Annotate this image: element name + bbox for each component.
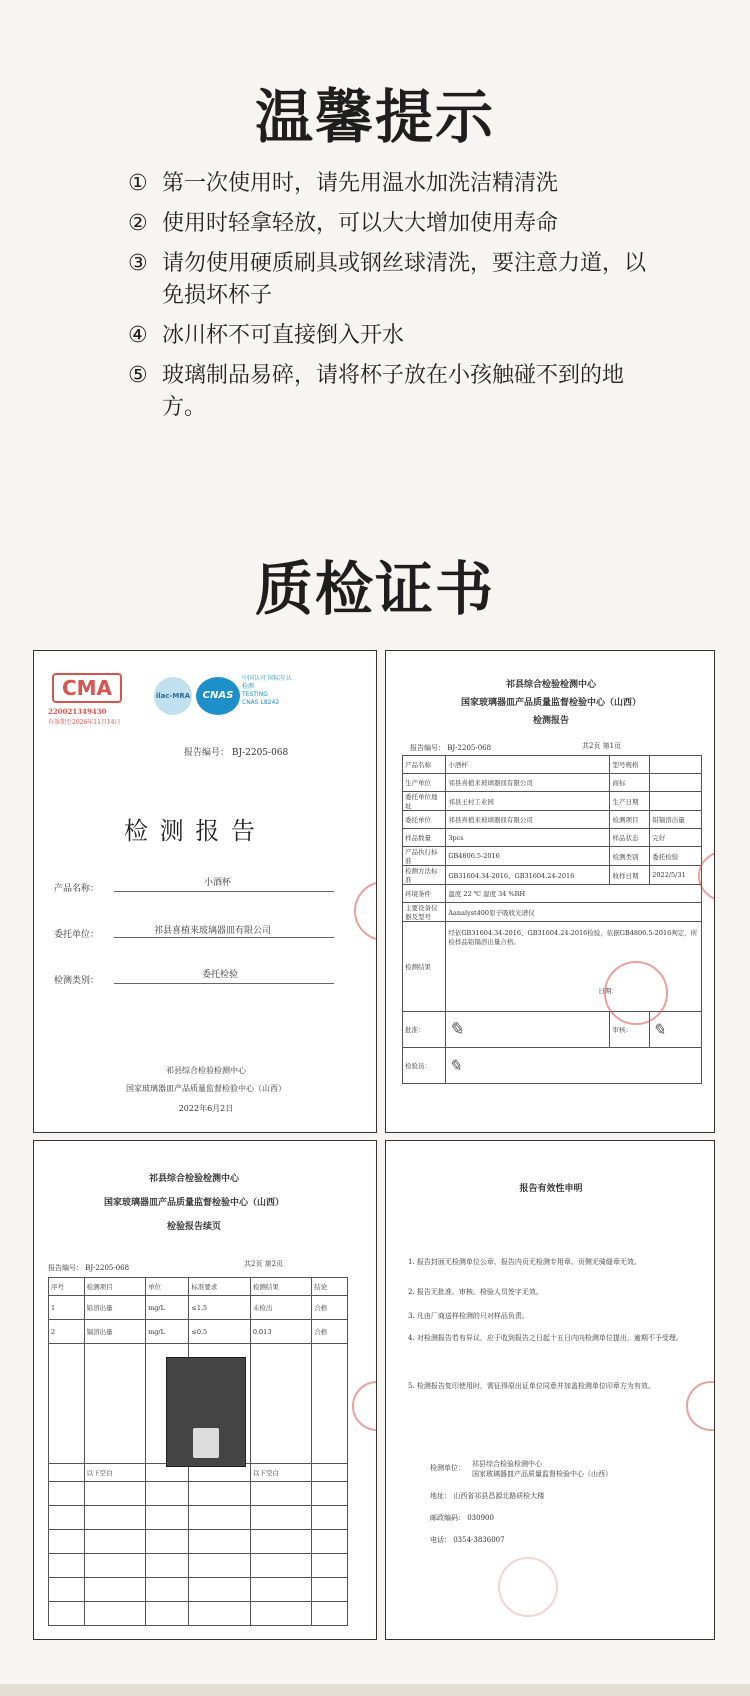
edge-seal-stamp xyxy=(352,1381,377,1431)
sample-photo xyxy=(166,1357,246,1467)
table-row xyxy=(49,1554,348,1578)
table-row: 产品名称 小酒杯 型号规格 xyxy=(403,756,702,774)
test-report-page xyxy=(385,650,715,1133)
cnas-caption: 中国认可 国际互认 检测 TESTING CNAS L8242 xyxy=(242,675,292,706)
table-row: 以下空白 以下空白 xyxy=(49,1464,348,1482)
cnas-logo: CNAS xyxy=(196,677,240,715)
product-value: 小酒杯 xyxy=(204,878,232,888)
validity-item: 5. 检测报告复印使用时，需征得原出证单位同意并加盖检测单位印章方为有效。 xyxy=(408,1382,655,1390)
client-label: 委托单位： xyxy=(54,930,100,940)
table-row xyxy=(49,1506,348,1530)
table-row: 主要设备仪器及型号 Aanalyst400原子吸收光谱仪 xyxy=(403,903,702,922)
org-name-1: 祁县综合检验检测中心 xyxy=(148,1174,239,1184)
unit-label: 检测单位： xyxy=(430,1464,465,1472)
approver-signature: ✎ xyxy=(446,1012,610,1048)
cma-logo: CMA xyxy=(52,673,122,703)
cert-heading: 质检证书 xyxy=(254,555,495,623)
table-row: 检测结果 经依GB31604.34-2016、GB31604.24-2016检验，依据GB4806.5-2016判定，所检样品铅镉溶出量合格。 日期： xyxy=(403,922,702,1012)
table-row: 产品执行标准 GB4806.5-2016 检测类别 委托检验 xyxy=(403,847,702,866)
tip-item: ④ 冰川杯不可直接倒入开水 xyxy=(128,323,405,348)
report-title: 检验报告续页 xyxy=(166,1222,221,1232)
table-row: 生产单位 祁县喜植来玻璃器皿有限公司 商标 xyxy=(403,774,702,792)
table-row: 检测方法标准 GB31604.34-2016、GB31604.24-2016 收样日期 2022/5/31 xyxy=(403,866,702,885)
tip-item: ③ 请勿使用硬质刷具或钢丝球清洗，要注意力道，以免损坏杯子 xyxy=(128,251,647,308)
report-title: 检测报告 xyxy=(532,716,569,726)
inspector-signature: ✎ xyxy=(446,1048,702,1084)
tip-item: ① 第一次使用时，请先用温水加洗洁精清洗 xyxy=(128,171,559,196)
report-cover-page xyxy=(33,650,377,1133)
validity-item: 4. 对检测报告若有异议，应于收到报告之日起十五日内向检测单位提出，逾期不予受理。 xyxy=(408,1334,683,1342)
reviewer-signature: ✎ xyxy=(650,1012,702,1048)
report-continuation-page xyxy=(33,1140,377,1640)
tip-item: ⑤ 玻璃制品易碎，请将杯子放在小孩触碰不到的地方。 xyxy=(128,363,625,420)
page-indicator: 共2页 第1页 xyxy=(582,742,622,750)
table-header-row: 序号 检测项目 单位 标准要求 检测结果 结论 xyxy=(49,1278,348,1296)
validity-title: 报告有效性申明 xyxy=(519,1184,583,1194)
table-row xyxy=(49,1482,348,1506)
edge-seal-stamp xyxy=(354,881,377,941)
type-underline xyxy=(114,983,334,984)
ilac-logo: ilac-MRA xyxy=(154,677,192,715)
address: 地址： 山西省祁县昌源北路质检大楼 xyxy=(430,1492,545,1500)
product-label: 产品名称： xyxy=(54,884,100,894)
org-name-1: 祁县综合检验检测中心 xyxy=(505,680,596,690)
table-row xyxy=(49,1602,348,1626)
client-value: 祁县喜植来玻璃器皿有限公司 xyxy=(154,926,272,936)
org-name-2: 国家玻璃器皿产品质量监督检验中心（山西） xyxy=(460,698,641,708)
org-name-2: 国家玻璃器皿产品质量监督检验中心（山西） xyxy=(103,1198,284,1208)
report-number: 报告编号： BJ-2205-068 xyxy=(410,744,492,752)
type-label: 检测类别： xyxy=(54,976,100,986)
report-title: 检 测 报 告 xyxy=(124,817,257,845)
bottom-band xyxy=(0,1684,750,1696)
validity-item: 1. 报告封面无检测单位公章、报告内页无检测专用章、页侧无骑缝章无效。 xyxy=(408,1258,641,1266)
table-row: 环境条件 温度 22 ℃ 湿度 34 %RH xyxy=(403,885,702,903)
table-row: 委托单位地址 祁县王村工业园 生产日期 xyxy=(403,792,702,811)
validity-item: 2. 报告无批准、审核、检验人员签字无效。 xyxy=(408,1288,543,1296)
tips-heading: 温馨提示 xyxy=(254,83,495,151)
table-row xyxy=(49,1578,348,1602)
page-indicator: 共2页 第2页 xyxy=(244,1260,284,1268)
org-name-2: 国家玻璃器皿产品质量监督检验中心（山西） xyxy=(126,1084,286,1093)
report-table xyxy=(402,755,702,1084)
table-row: 样品数量 3pcs 样品状态 完好 xyxy=(403,829,702,847)
unit-name-1: 祁县综合检验检测中心 xyxy=(472,1460,542,1468)
report-date: 2022年6月2日 xyxy=(178,1104,234,1113)
table-row xyxy=(49,1530,348,1554)
phone: 电话： 0354-3836007 xyxy=(430,1536,505,1544)
tip-item: ② 使用时轻拿轻放，可以大大增加使用寿命 xyxy=(128,211,559,236)
org-name-1: 祁县综合检验检测中心 xyxy=(166,1066,246,1075)
report-number: 报告编号： BJ-2205-068 xyxy=(184,748,289,758)
type-value: 委托检验 xyxy=(202,970,239,980)
product-underline xyxy=(114,891,334,892)
client-underline xyxy=(114,937,334,938)
postcode: 邮政编码： 030900 xyxy=(430,1514,494,1522)
table-row: 委托单位 祁县喜植来玻璃器皿有限公司 检测项目 铅镉溶出量 xyxy=(403,811,702,829)
table-row: 批准： ✎ 审核： ✎ xyxy=(403,1012,702,1048)
official-stamp xyxy=(604,961,668,1025)
table-row: 检验员： ✎ xyxy=(403,1048,702,1084)
unit-name-2: 国家玻璃器皿产品质量监督检验中心（山西） xyxy=(472,1470,612,1478)
table-row: 2 镉溶出量 mg/L ≤0.5 0.013 合格 xyxy=(49,1320,348,1344)
validity-statement-page xyxy=(385,1140,715,1640)
cma-valid: 有效期至2026年11月14日 xyxy=(48,719,121,726)
tips-list xyxy=(128,168,648,432)
validity-item: 3. 凡由厂商送样检测的只对样品负责。 xyxy=(408,1312,529,1320)
cma-number: 220021349430 xyxy=(48,707,107,716)
report-number: 报告编号： BJ-2205-068 xyxy=(48,1264,130,1272)
table-row: 1 铅溶出量 mg/L ≤1.5 未检出 合格 xyxy=(49,1296,348,1320)
faint-stamp xyxy=(498,1557,558,1617)
